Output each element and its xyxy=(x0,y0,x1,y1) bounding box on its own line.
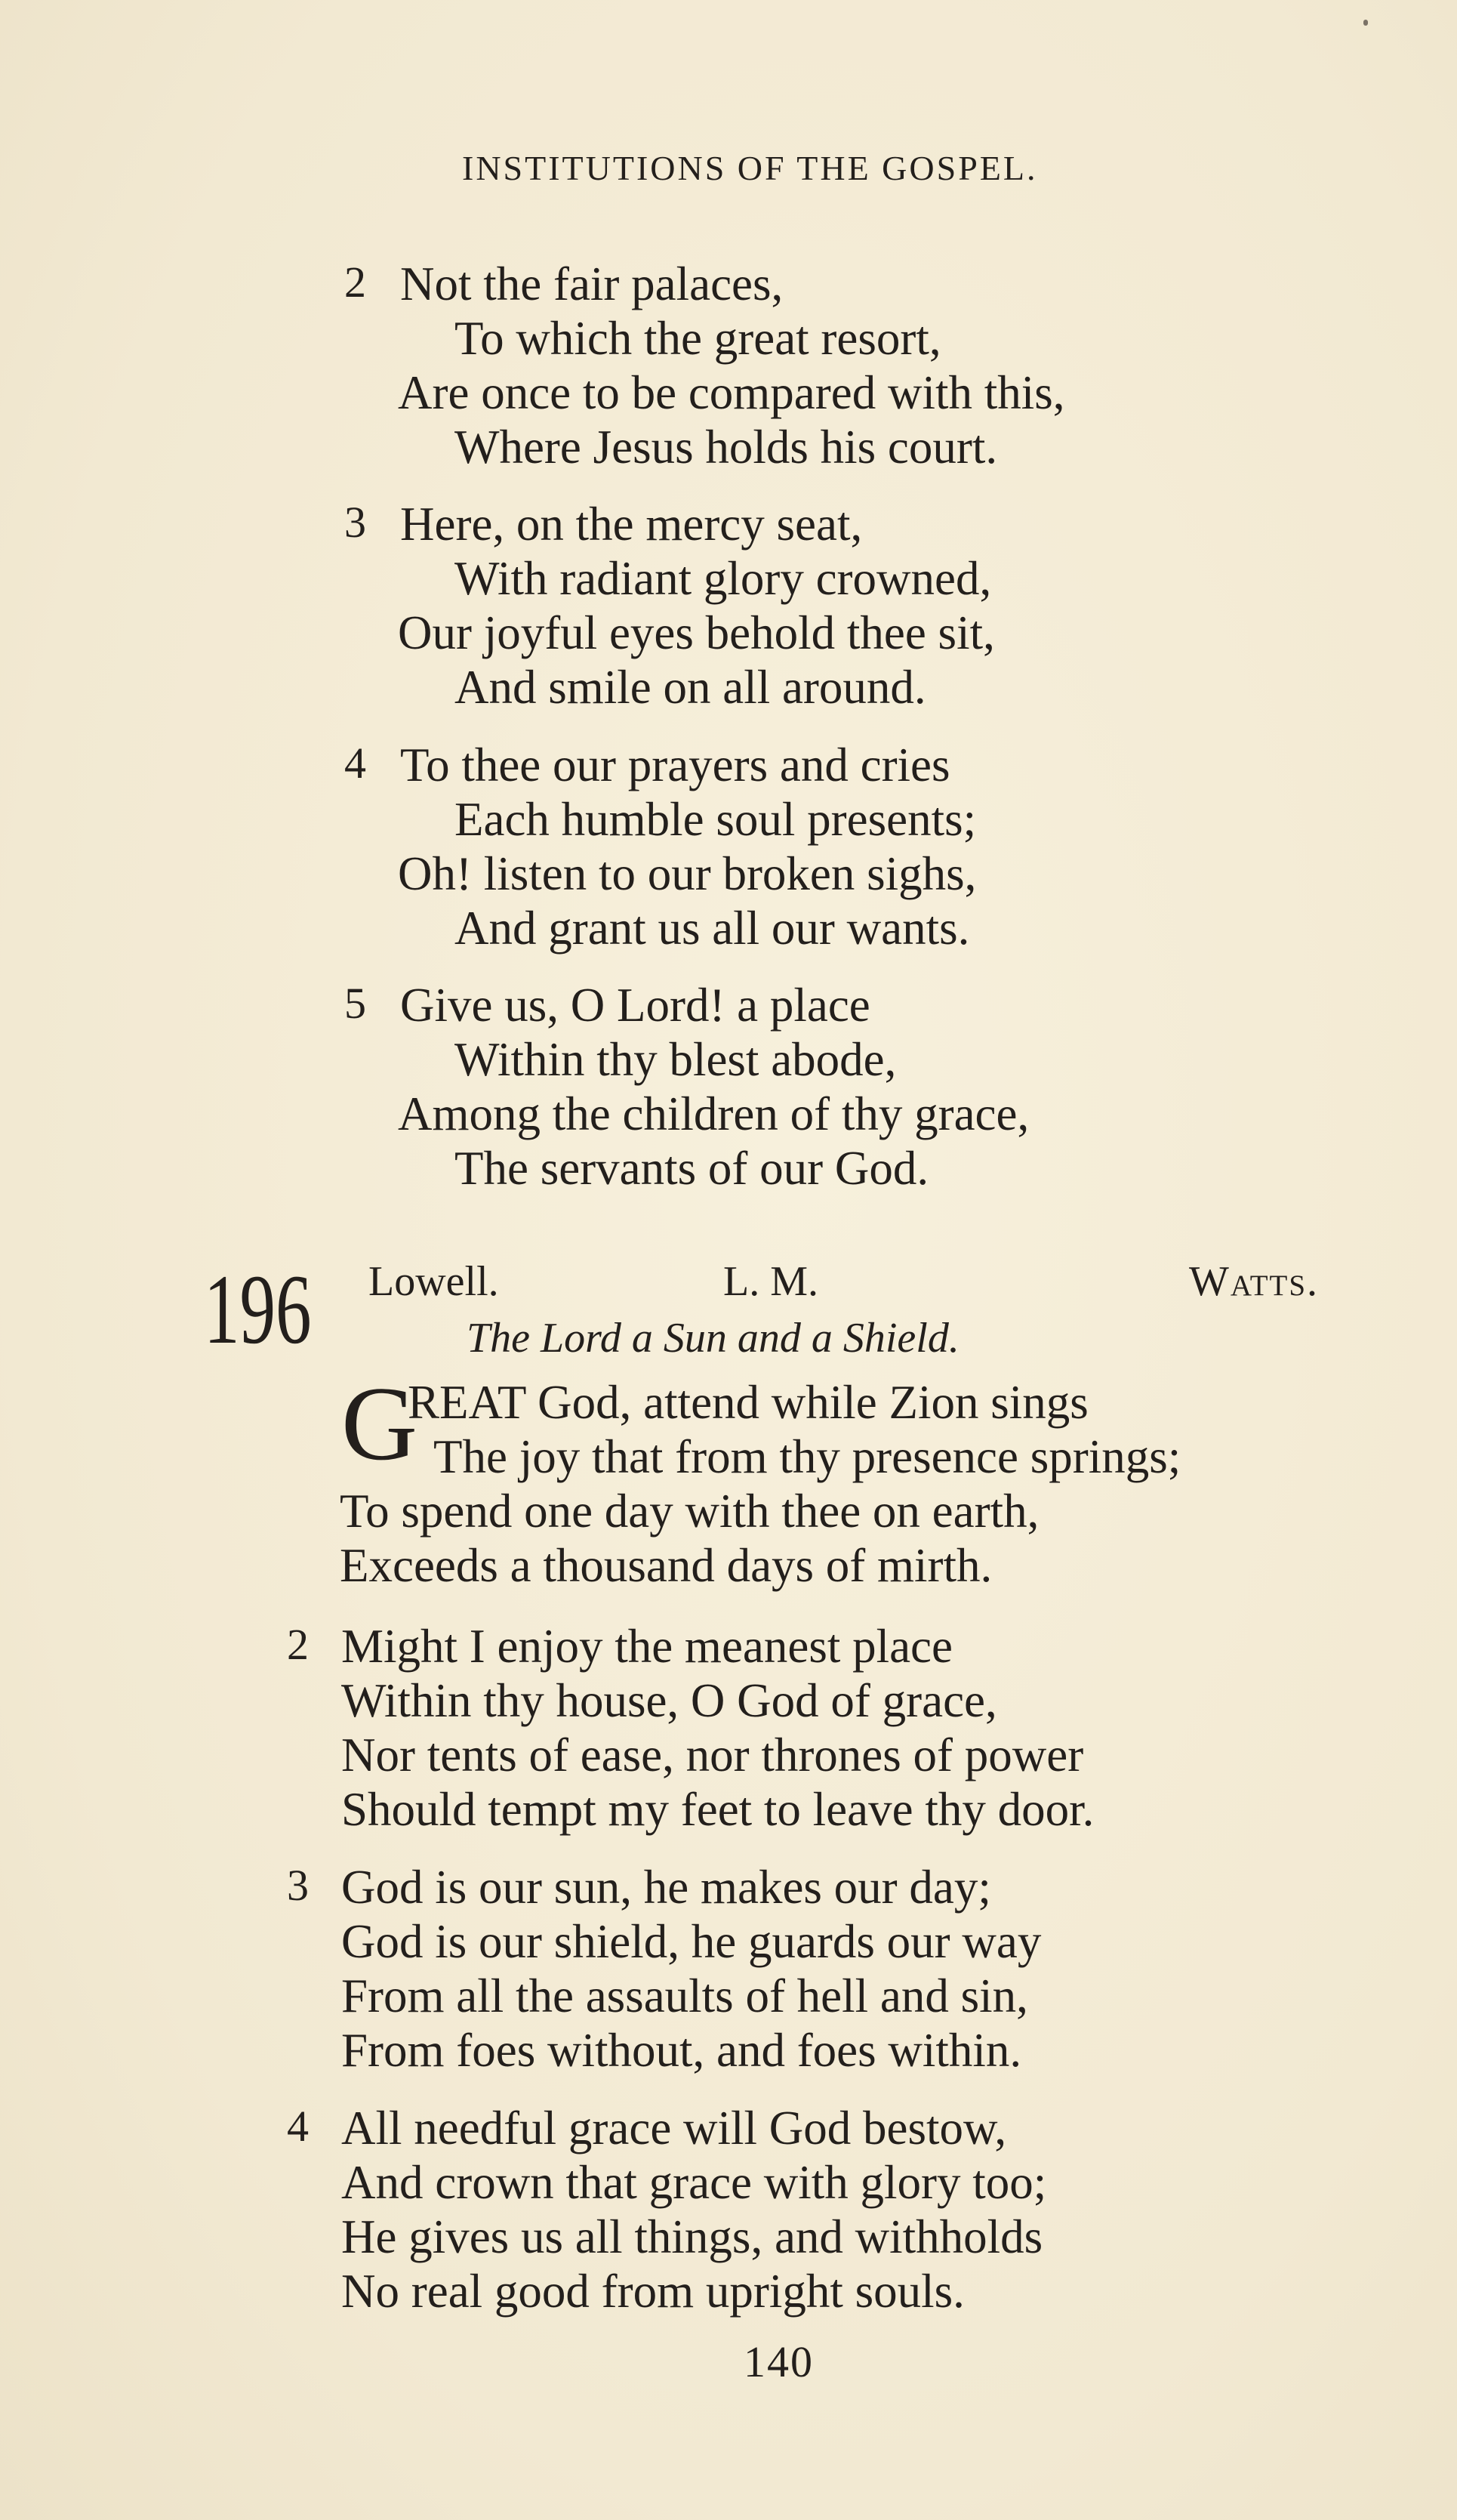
verse-line: Might I enjoy the meanest place xyxy=(341,1620,953,1673)
verse-line: REAT God, attend while Zion sings xyxy=(408,1376,1089,1429)
verse-line: To spend one day with thee on earth, xyxy=(340,1485,1040,1538)
page-number: 140 xyxy=(744,2337,814,2386)
ink-speck xyxy=(1363,20,1368,26)
verse-line: With radiant glory crowned, xyxy=(454,552,992,605)
verse-line: The servants of our God. xyxy=(454,1142,929,1195)
verse-line: From foes without, and foes within. xyxy=(341,2024,1022,2077)
verse-line: All needful grace will God bestow, xyxy=(341,2102,1007,2154)
stanza-number: 5 xyxy=(344,979,366,1028)
stanza-number: 4 xyxy=(344,739,366,788)
verse-line: Should tempt my feet to leave thy door. xyxy=(341,1783,1095,1836)
verse-line: Give us, O Lord! a place xyxy=(400,979,870,1032)
verse-line: Where Jesus holds his court. xyxy=(454,421,998,473)
verse-line: God is our sun, he makes our day; xyxy=(341,1861,991,1914)
stanza-number: 3 xyxy=(344,498,366,547)
verse-line: To which the great resort, xyxy=(454,312,941,365)
hymn-title: The Lord a Sun and a Shield. xyxy=(467,1315,960,1362)
verse-line: Our joyful eyes behold thee sit, xyxy=(398,606,995,659)
verse-line: Not the fair palaces, xyxy=(400,258,784,310)
verse-line: Here, on the mercy seat, xyxy=(400,498,863,551)
meter: L. M. xyxy=(723,1258,818,1305)
stanza-number: 4 xyxy=(287,2102,309,2151)
tune-name: Lowell. xyxy=(368,1258,499,1305)
verse-line: No real good from upright souls. xyxy=(341,2265,965,2318)
verse-line: From all the assaults of hell and sin, xyxy=(341,1969,1028,2022)
running-head: INSTITUTIONS OF THE GOSPEL. xyxy=(462,149,1038,187)
verse-line: Among the children of thy grace, xyxy=(398,1087,1030,1140)
verse-line: He gives us all things, and withholds xyxy=(341,2210,1043,2263)
verse-line: Each humble soul presents; xyxy=(454,793,977,846)
verse-line: Oh! listen to our broken sighs, xyxy=(398,847,977,900)
verse-line: Within thy house, O God of grace, xyxy=(341,1674,997,1727)
drop-cap: G xyxy=(341,1365,418,1482)
stanza-number: 2 xyxy=(287,1620,309,1669)
verse-line: And grant us all our wants. xyxy=(454,902,970,955)
verse-line: God is our shield, he guards our way xyxy=(341,1915,1042,1968)
verse-line: Within thy blest abode, xyxy=(454,1033,897,1086)
verse-line: And crown that grace with glory too; xyxy=(341,2156,1047,2209)
stanza-number: 2 xyxy=(344,258,366,307)
verse-line: To thee our prayers and cries xyxy=(400,739,950,791)
stanza-number: 3 xyxy=(287,1861,309,1910)
verse-line: Nor tents of ease, nor thrones of power xyxy=(341,1729,1084,1781)
hymn-number: 196 xyxy=(204,1254,312,1365)
verse-line: And smile on all around. xyxy=(454,661,926,714)
verse-line: The joy that from thy presence springs; xyxy=(433,1430,1181,1483)
author: Watts. xyxy=(1189,1258,1320,1305)
verse-line: Exceeds a thousand days of mirth. xyxy=(340,1539,993,1592)
verse-line: Are once to be compared with this, xyxy=(398,366,1065,419)
